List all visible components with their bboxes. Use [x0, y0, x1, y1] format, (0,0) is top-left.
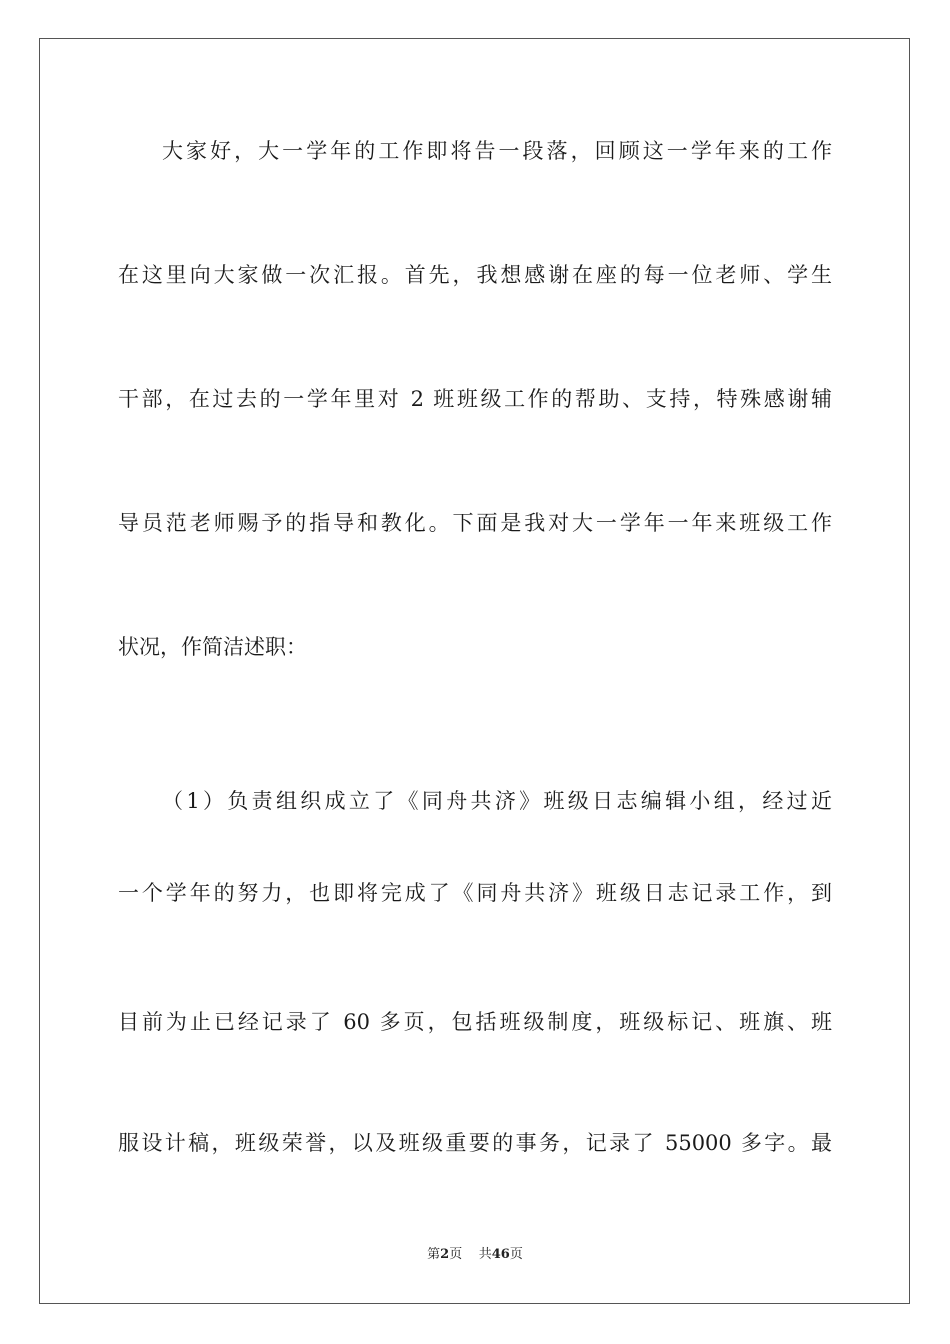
page-border — [39, 38, 910, 1304]
footer-total-suffix: 页 — [509, 1247, 523, 1262]
paragraph-line-4: 导员范老师赐予的指导和教化。下面是我对大一学年一年来班级工作 — [118, 511, 832, 535]
footer-total-prefix: 共 — [478, 1247, 492, 1262]
paragraph-line-1: 大家好，大一学年的工作即将告一段落，回顾这一学年来的工作 — [162, 139, 832, 163]
paragraph-line-9: 服设计稿，班级荣誉，以及班级重要的事务，记录了 55000 多字。最 — [118, 1131, 832, 1155]
footer-prefix: 第 — [427, 1247, 441, 1262]
paragraph-line-5: 状况，作简洁述职： — [118, 635, 307, 659]
page-footer — [0, 1246, 950, 1264]
paragraph-line-8: 目前为止已经记录了 60 多页，包括班级制度，班级标记、班旗、班 — [118, 1010, 832, 1034]
paragraph-line-3: 干部，在过去的一学年里对 2 班班级工作的帮助、支持，特殊感谢辅 — [118, 387, 832, 411]
footer-page-suffix: 页 — [449, 1247, 463, 1262]
footer-total-pages: 46 — [491, 1247, 510, 1262]
paragraph-line-7: 一个学年的努力，也即将完成了《同舟共济》班级日志记录工作，到 — [118, 881, 832, 905]
paragraph-line-2: 在这里向大家做一次汇报。首先，我想感谢在座的每一位老师、学生 — [118, 263, 832, 287]
footer-page-number: 2 — [440, 1247, 450, 1262]
paragraph-line-6: （1）负责组织成立了《同舟共济》班级日志编辑小组，经过近 — [162, 789, 832, 813]
